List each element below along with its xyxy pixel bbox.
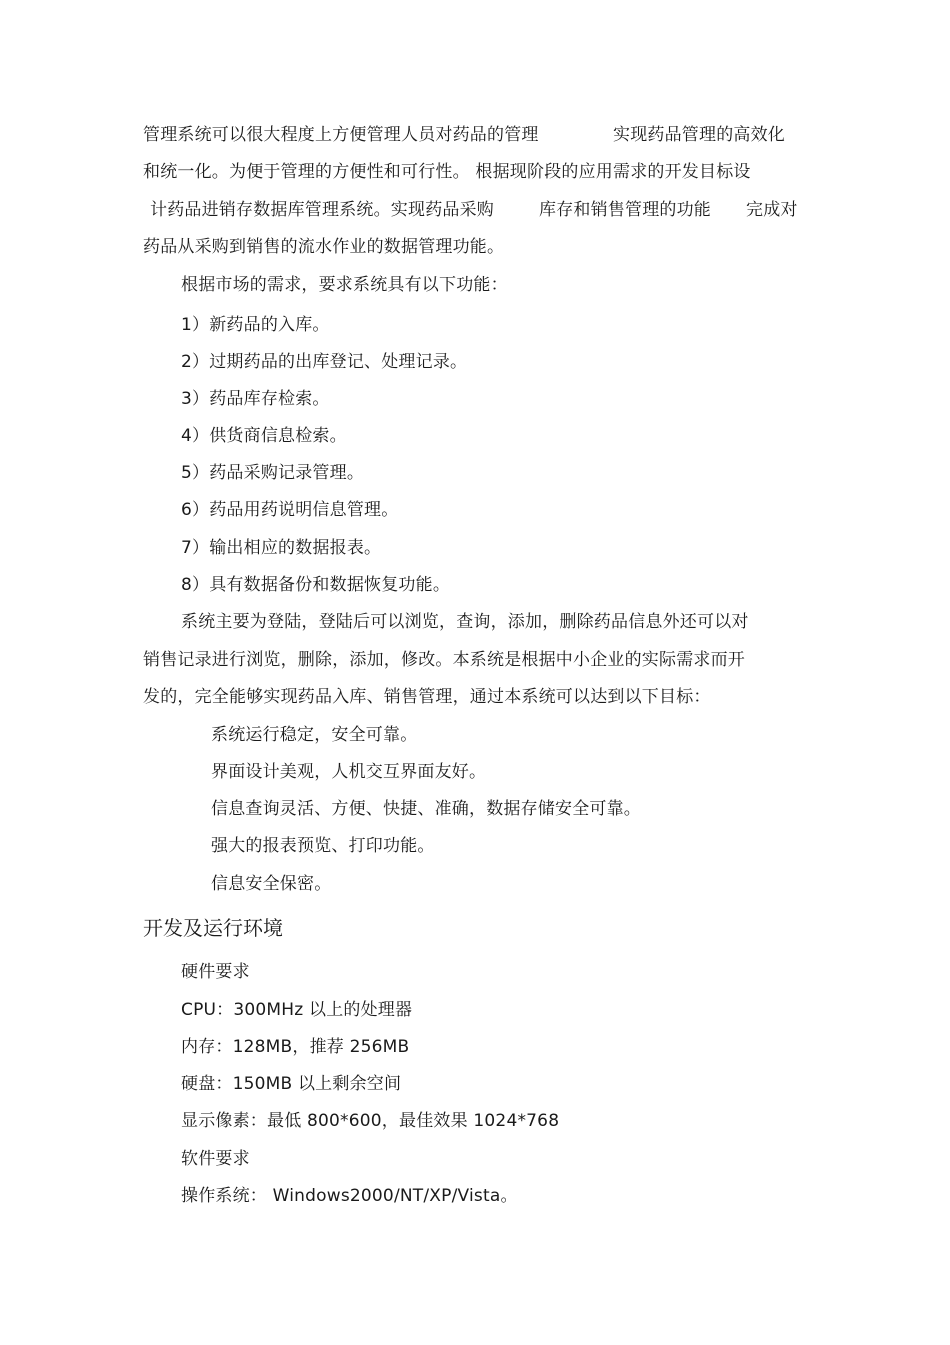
software-os: 操作系统： Windows2000/NT/XP/Vista。 bbox=[181, 1186, 518, 1206]
requirements-intro: 根据市场的需求，要求系统具有以下功能： bbox=[181, 275, 508, 295]
goal-item: 信息查询灵活、方便、快捷、准确，数据存储安全可靠。 bbox=[211, 799, 641, 819]
goal-item: 强大的报表预览、打印功能。 bbox=[211, 836, 435, 856]
intro-line-3c: 完成对 bbox=[746, 200, 798, 220]
feature-item: 7）输出相应的数据报表。 bbox=[181, 538, 382, 558]
hardware-memory: 内存：128MB，推荐 256MB bbox=[181, 1037, 410, 1057]
software-requirements-title: 软件要求 bbox=[181, 1149, 250, 1169]
hardware-disk: 硬盘：150MB 以上剩余空间 bbox=[181, 1074, 402, 1094]
feature-item: 8）具有数据备份和数据恢复功能。 bbox=[181, 575, 451, 595]
system-desc-line-2: 销售记录进行浏览，删除，添加，修改。本系统是根据中小企业的实际需求而开 bbox=[143, 650, 745, 670]
intro-line-3a: 计药品进销存数据库管理系统。实现药品采购 bbox=[150, 200, 494, 220]
system-desc-line-1: 系统主要为登陆，登陆后可以浏览，查询，添加，删除药品信息外还可以对 bbox=[181, 612, 749, 632]
intro-line-1a: 管理系统可以很大程度上方便管理人员对药品的管理 bbox=[143, 125, 539, 145]
feature-item: 5）药品采购记录管理。 bbox=[181, 463, 365, 483]
system-desc-line-3: 发的，完全能够实现药品入库、销售管理，通过本系统可以达到以下目标： bbox=[143, 687, 711, 707]
goal-item: 界面设计美观，人机交互界面友好。 bbox=[211, 762, 487, 782]
hardware-cpu: CPU：300MHz 以上的处理器 bbox=[181, 1000, 413, 1020]
feature-item: 1）新药品的入库。 bbox=[181, 315, 330, 335]
intro-line-3b: 库存和销售管理的功能 bbox=[539, 200, 711, 220]
intro-line-2: 和统一化。为便于管理的方便性和可行性。 根据现阶段的应用需求的开发目标设 bbox=[143, 162, 751, 182]
goal-item: 系统运行稳定，安全可靠。 bbox=[211, 725, 418, 745]
intro-line-4: 药品从采购到销售的流水作业的数据管理功能。 bbox=[143, 237, 505, 257]
feature-item: 6）药品用药说明信息管理。 bbox=[181, 500, 399, 520]
hardware-display: 显示像素：最低 800*600，最佳效果 1024*768 bbox=[181, 1111, 560, 1131]
hardware-requirements-title: 硬件要求 bbox=[181, 962, 250, 982]
section-heading-environment: 开发及运行环境 bbox=[143, 916, 283, 940]
feature-item: 4）供货商信息检索。 bbox=[181, 426, 347, 446]
feature-item: 3）药品库存检索。 bbox=[181, 389, 330, 409]
feature-item: 2）过期药品的出库登记、处理记录。 bbox=[181, 352, 468, 372]
intro-line-1b: 实现药品管理的高效化 bbox=[613, 125, 785, 145]
goal-item: 信息安全保密。 bbox=[211, 874, 332, 894]
